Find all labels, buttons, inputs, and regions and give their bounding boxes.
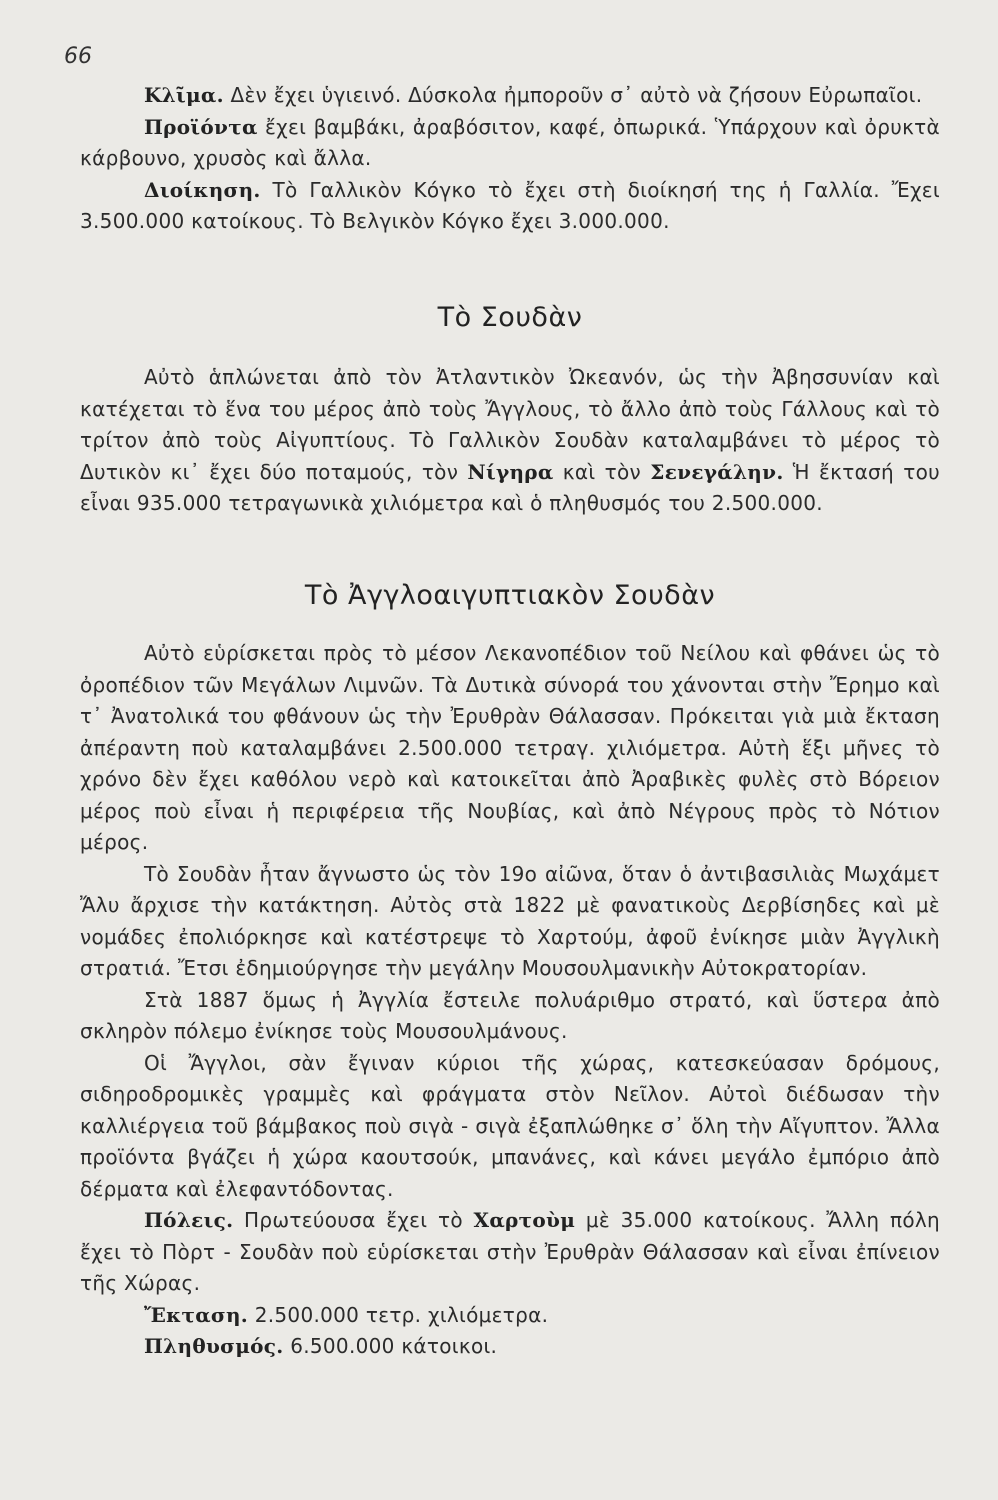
population-paragraph <box>80 1331 940 1363</box>
cities-text-b: μὲ 35.000 κατοίκους. Ἄλλη πόλη ἔχει τὸ Πὸρτ - Σουδὰν ποὺ εὑρίσκεται στὴν Ἐρυθρὰν Θάλασσαν καὶ εἶναι ἐπίνειον τῆς Χώρας. <box>80 1208 940 1295</box>
sudan-heading: Τὸ Σουδὰν <box>437 302 583 333</box>
administration-paragraph <box>80 175 940 238</box>
sudan-paragraph <box>80 362 940 520</box>
administration-term: Διοίκηση. <box>144 177 261 202</box>
area-term: Ἔκταση. <box>144 1302 249 1327</box>
sudan-text-b: καὶ τὸν <box>553 459 651 484</box>
area-paragraph <box>80 1300 940 1332</box>
khartoum-term: Χαρτοὺμ <box>473 1208 576 1232</box>
area-text: 2.500.000 τετρ. χιλιόμετρα. <box>248 1302 549 1327</box>
cities-text-a: Πρωτεύουσα ἔχει τὸ <box>233 1208 474 1232</box>
anglo-egyptian-sudan-section <box>80 638 940 1363</box>
page-number: 66 <box>64 44 92 69</box>
administration-text: Τὸ Γαλλικὸν Κόγκο τὸ ἔχει στὴ διοίκησή της ἡ Γαλλία. Ἔχει 3.500.000 κατοίκους. Τὸ Βελγικὸν Κόγκο ἔχει 3.000.000. <box>80 177 940 233</box>
sudan-section <box>80 362 940 520</box>
products-text: ἔχει βαμβάκι, ἀραβόσιτον, καφέ, ὀπωρικά. Ὑπάρχουν καὶ ὀρυκτὰ κάρβουνο, χρυσὸς καὶ ἄλλα. <box>80 114 940 170</box>
history-paragraph: Τὸ Σουδὰν ἦταν ἄγνωστο ὡς τὸν 19ο αἰῶνα, ὅταν ὁ ἀντιβασιλιὰς Μωχάμετ Ἄλυ ἄρχισε τὴν κατάκτηση. Αὐτὸς στὰ 1822 μὲ φανατικοὺς Δερβίσηδες καὶ μὲ νομάδες ἐπολιόρκησε καὶ κατέστρεψε τὸ Χαρτούμ, ἀφοῦ ἐνίκησε μιὰν Ἀγγλικὴ στρατιά. Ἔτσι ἐδημιούργησε τὴν μεγάλην Μουσουλμανικὴν Αὐτοκρατορίαν. <box>80 861 940 980</box>
cities-paragraph <box>80 1205 940 1300</box>
climate-term: Κλῖμα. <box>144 83 224 107</box>
senegal-term: Σενεγάλην. <box>650 459 784 484</box>
population-text: 6.500.000 κάτοικοι. <box>283 1334 498 1358</box>
products-term: Προϊόντα <box>144 114 258 139</box>
congo-section <box>80 80 940 238</box>
anglo-egyptian-sudan-heading: Τὸ Ἀγγλοαιγυπτιακὸν Σουδὰν <box>304 580 716 611</box>
niger-term: Νίγηρα <box>467 459 554 484</box>
sudan-text-c: Ἡ ἔκτασή του εἶναι 935.000 τετραγωνικὰ χιλιόμετρα καὶ ὁ πληθυσμός του 2.500.000. <box>80 459 940 515</box>
cities-term: Πόλεις. <box>144 1208 234 1232</box>
british-rule-paragraph: Οἱ Ἄγγλοι, σὰν ἔγιναν κύριοι τῆς χώρας, κατεσκεύασαν δρόμους, σιδηροδρομικὲς γραμμὲς καὶ φράγματα στὸν Νεῖλον. Αὐτοὶ διέδωσαν τὴν καλλιέργεια τοῦ βάμβακος ποὺ σιγὰ - σιγὰ ἐξαπλώθηκε σ᾽ ὅλη τὴν Αἴγυπτον. Ἄλλα προϊόντα βγάζει ἡ χώρα καουτσούκ, μπανάνες, καὶ κάνει μεγάλο ἐμπόριο ἀπὸ δέρματα καὶ ἐλεφαντόδοντας. <box>80 1050 940 1201</box>
british-war-paragraph: Στὰ 1887 ὅμως ἡ Ἀγγλία ἔστειλε πολυάριθμο στρατό, καὶ ὕστερα ἀπὸ σκληρὸν πόλεμο ἐνίκησε τοὺς Μουσουλμάνους. <box>80 987 940 1043</box>
geography-paragraph: Αὐτὸ εὑρίσκεται πρὸς τὸ μέσον Λεκανοπέδιον τοῦ Νείλου καὶ φθάνει ὡς τὸ ὀροπέδιον τῶν Μεγάλων Λιμνῶν. Τὰ Δυτικὰ σύνορά του χάνονται στὴν Ἔρημο καὶ τ᾽ Ἀνατολικά του φθάνουν ὡς τὴν Ἐρυθρὰν Θάλασσαν. Πρόκειται γιὰ μιὰ ἔκταση ἀπέραντη ποὺ καταλαμβάνει 2.500.000 τετραγ. χιλιόμετρα. Αὐτὴ ἕξι μῆνες τὸ χρόνο δὲν ἔχει καθόλου νερὸ καὶ κατοικεῖται ἀπὸ Ἀραβικὲς φυλὲς στὸ Βόρειον μέρος ποὺ εἶναι ἡ περιφέρεια τῆς Νουβίας, καὶ ἀπὸ Νέγρους πρὸς τὸ Νότιον μέρος. <box>80 641 940 854</box>
population-term: Πληθυσμός. <box>144 1334 284 1358</box>
sudan-text-a: Αὐτὸ ἁπλώνεται ἀπὸ τὸν Ἀτλαντικὸν Ὠκεανόν, ὡς τὴν Ἀβησσυνίαν καὶ κατέχεται τὸ ἕνα του μέρος ἀπὸ τοὺς Ἄγγλους, τὸ ἄλλο ἀπὸ τοὺς Γάλλους καὶ τὸ τρίτον ἀπὸ τοὺς Αἰγυπτίους. Τὸ Γαλλικὸν Σουδὰν καταλαμβάνει τὸ μέρος τὸ Δυτικὸν κι᾽ ἔχει δύο ποταμούς, τὸν <box>80 365 940 484</box>
climate-text: Δὲν ἔχει ὑγιεινό. Δύσκολα ἠμποροῦν σ᾽ αὐτὸ νὰ ζήσουν Εὐρωπαῖοι. <box>223 83 923 107</box>
climate-paragraph <box>80 80 940 112</box>
products-paragraph <box>80 112 940 175</box>
